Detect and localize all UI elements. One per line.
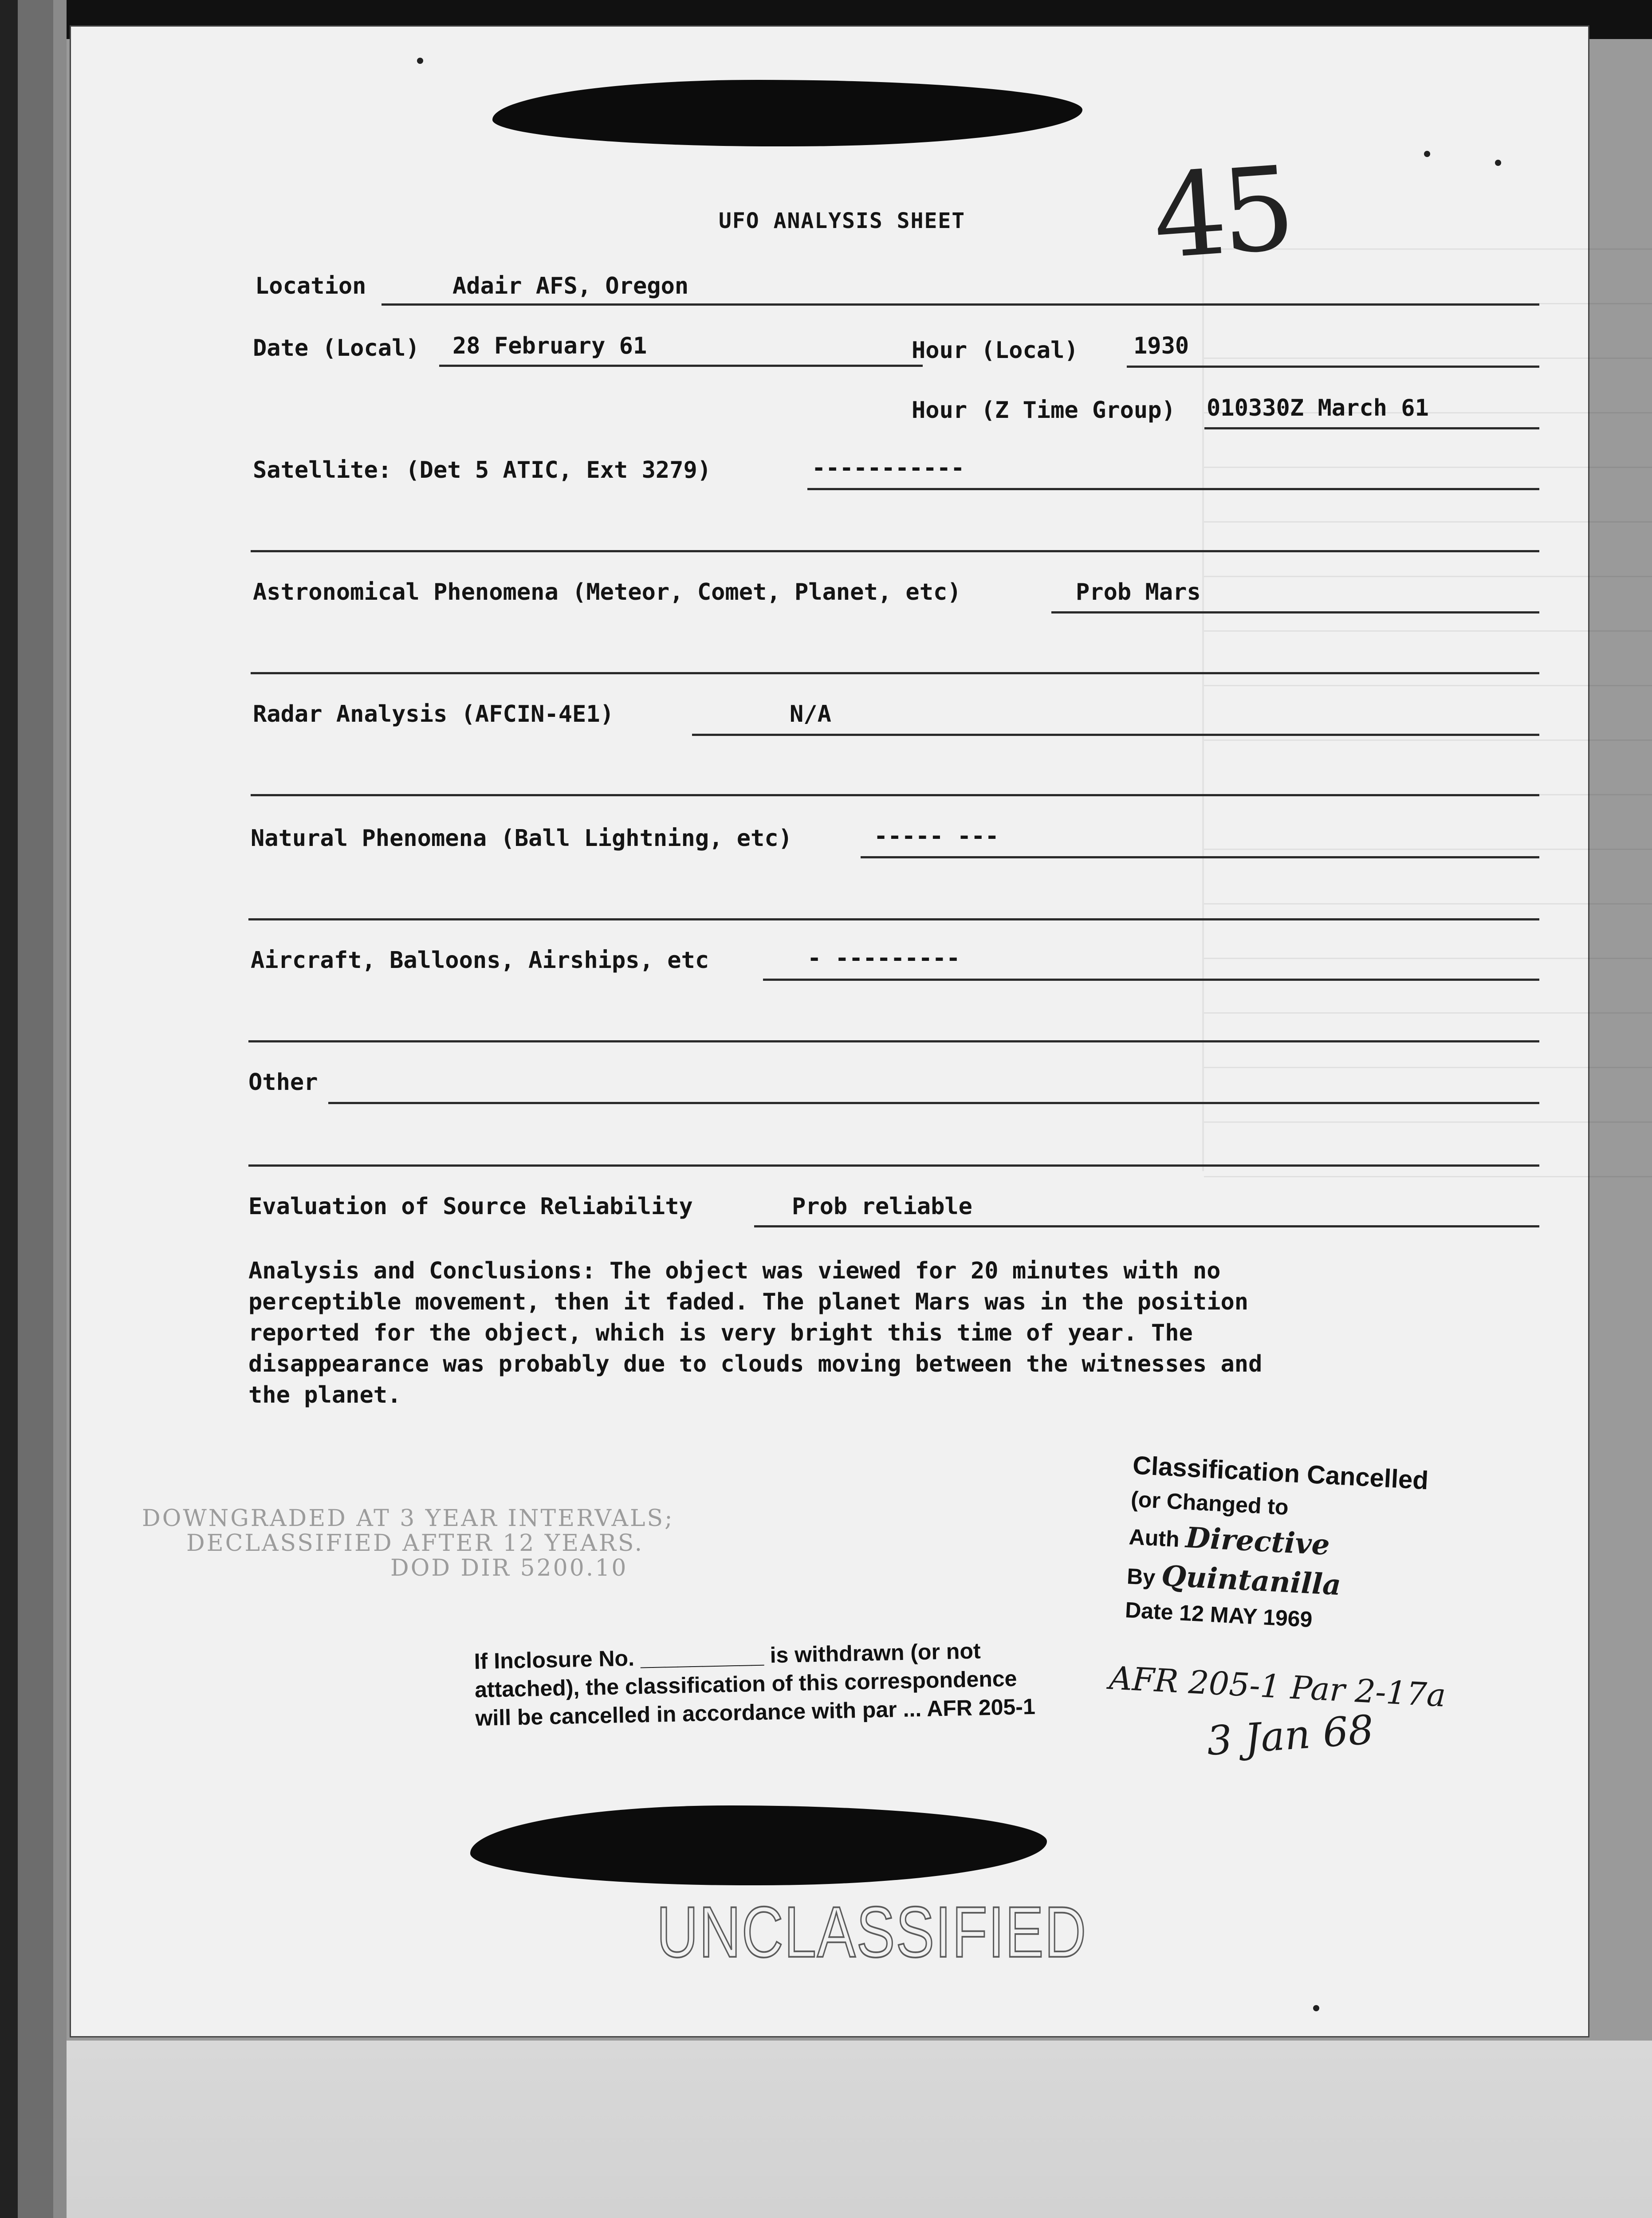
satellite-value: -----------: [812, 455, 965, 481]
analysis-label: Analysis and Conclusions:: [248, 1258, 596, 1284]
other-label: Other: [248, 1069, 318, 1096]
astronomical-underline: [1051, 611, 1539, 613]
unclassified-marking: UNCLASSIFIED: [657, 1891, 1087, 1973]
inclosure-line: If Inclosure No. __________ is withdrawn (or not: [474, 1638, 981, 1674]
analysis-line: disappearance was probably due to clouds moving between the witnesses and: [248, 1351, 1263, 1377]
analysis-line: the planet.: [248, 1382, 401, 1408]
reliability-label: Evaluation of Source Reliability: [248, 1193, 693, 1220]
form-title: UFO ANALYSIS SHEET: [719, 208, 966, 233]
stamp-by-signature: Quintanilla: [1160, 1559, 1342, 1602]
astronomical-label: Astronomical Phenomena (Meteor, Comet, Planet, etc): [253, 579, 961, 606]
redaction-top: [492, 80, 1082, 146]
natural-underline: [861, 856, 1539, 858]
downgrade-line: DECLASSIFIED AFTER 12 YEARS.: [186, 1530, 644, 1557]
speck: [1313, 2005, 1319, 2011]
speck: [417, 58, 423, 64]
hour-z-label: Hour (Z Time Group): [912, 397, 1176, 424]
inclosure-notice: [474, 1636, 1035, 1732]
satellite-label: Satellite: (Det 5 ATIC, Ext 3279): [253, 457, 712, 484]
inclosure-line: will be cancelled in accordance with par ... AFR 205-1: [475, 1694, 1036, 1731]
underlying-sheet: [67, 2041, 1652, 2218]
analysis-block: [248, 1255, 1446, 1411]
stamp-date-label: Date: [1124, 1597, 1174, 1625]
document-page: [71, 27, 1588, 2036]
aircraft-value: - ---------: [807, 945, 960, 971]
analysis-text: The object was viewed for 20 minutes with no: [609, 1258, 1221, 1284]
analysis-line: [248, 1255, 1446, 1286]
aircraft-extra-line: [248, 1040, 1539, 1042]
natural-extra-line: [248, 918, 1539, 920]
stamp-by-label: By: [1126, 1564, 1156, 1590]
hour-z-underline: [1204, 427, 1539, 429]
date-local-underline: [439, 365, 923, 367]
date-local-label: Date (Local): [253, 335, 420, 362]
other-extra-line: [248, 1164, 1539, 1167]
film-border-left: [0, 0, 67, 2218]
analysis-line: perceptible movement, then it faded. The planet Mars was in the position: [248, 1289, 1249, 1315]
stamp-title: Classification Cancelled: [1132, 1451, 1429, 1495]
speck: [1424, 151, 1430, 157]
hour-local-label: Hour (Local): [912, 337, 1078, 364]
hour-local-value: 1930: [1133, 333, 1189, 359]
radar-extra-line: [251, 794, 1539, 796]
location-underline: [382, 303, 1539, 306]
location-label: Location: [255, 273, 366, 299]
satellite-extra-line: [251, 550, 1539, 552]
handwritten-date: 3 Jan 68: [1205, 1706, 1375, 1765]
natural-value: ----- ---: [874, 823, 999, 849]
analysis-line: reported for the object, which is very bright this time of year. The: [248, 1320, 1193, 1346]
stamp-auth-label: Auth: [1128, 1524, 1180, 1552]
location-value: Adair AFS, Oregon: [452, 273, 689, 299]
aircraft-label: Aircraft, Balloons, Airships, etc: [251, 947, 709, 974]
astronomical-extra-line: [251, 672, 1539, 674]
radar-label: Radar Analysis (AFCIN-4E1): [253, 701, 614, 728]
stamp-date-value: 12 MAY 1969: [1179, 1600, 1313, 1632]
other-underline: [328, 1102, 1539, 1104]
radar-value: N/A: [790, 701, 831, 728]
astronomical-value: Prob Mars: [1076, 579, 1201, 606]
aircraft-underline: [763, 979, 1539, 981]
date-local-value: 28 February 61: [452, 333, 647, 359]
natural-label: Natural Phenomena (Ball Lightning, etc): [251, 825, 792, 852]
hour-local-underline: [1127, 366, 1539, 368]
hour-z-value: 010330Z March 61: [1207, 395, 1429, 421]
redaction-bottom: [470, 1805, 1047, 1885]
stamp-auth-signature: Directive: [1184, 1521, 1331, 1562]
reliability-underline: [754, 1225, 1539, 1227]
satellite-underline: [807, 488, 1539, 490]
handwritten-page-number: 45: [1149, 142, 1294, 285]
downgrade-line: DOD DIR 5200.10: [390, 1555, 628, 1581]
inclosure-line: attached), the classification of this correspondence: [474, 1666, 1017, 1703]
downgrade-line: DOWNGRADED AT 3 YEAR INTERVALS;: [142, 1505, 674, 1532]
bleed-through-form: [1202, 195, 1652, 1171]
speck: [1495, 160, 1501, 166]
handwritten-afr: AFR 205-1 Par 2-17a: [1108, 1659, 1447, 1714]
stamp-changed: (or Changed to: [1130, 1487, 1289, 1520]
radar-underline: [692, 734, 1539, 736]
reliability-value: Prob reliable: [792, 1193, 972, 1220]
downgrade-marking: [142, 1506, 674, 1581]
